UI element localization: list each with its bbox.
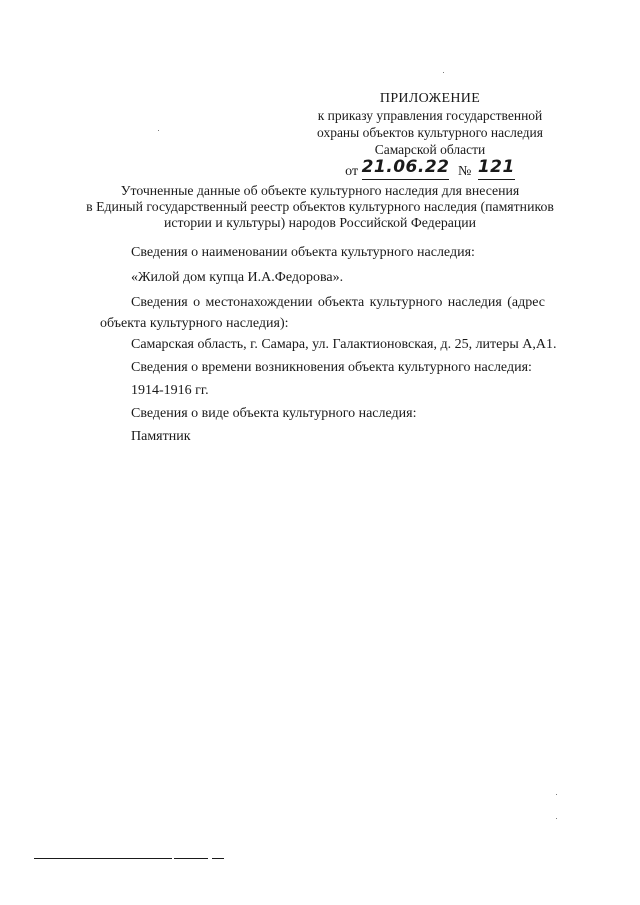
appendix-title: ПРИЛОЖЕНИЕ (379, 91, 481, 106)
order-prefix: от (345, 164, 359, 179)
appendix-line-1: к приказу управления государственной (317, 108, 543, 123)
heading-line-2: в Единый государственный реестр объектов культурного наследия (памятников (86, 199, 554, 214)
footer-rule-dash-2 (212, 858, 224, 859)
scan-speck (158, 130, 159, 131)
location-value: Самарская область, г. Самара, ул. Галактионовская, д. 25, литеры А,А1. (131, 337, 557, 352)
order-date-field (362, 159, 450, 180)
footer-rule-dash-1 (174, 858, 208, 859)
appendix-header (300, 90, 560, 181)
heading-line-1: Уточненные данные об объекте культурного наследия для внесения (120, 183, 520, 198)
order-date-handwritten: 21.06.22 (361, 157, 450, 177)
name-value: «Жилой дом купца И.А.Федорова». (131, 270, 344, 285)
footer-rule-line (34, 858, 172, 859)
scan-speck (556, 818, 557, 819)
location-label-line-1: Сведения о местонахождении объекта культурного наследия (адрес (131, 295, 545, 310)
heading-line-3: истории и культуры) народов Российской Федерации (164, 215, 476, 230)
location-label-line-2: объекта культурного наследия): (100, 316, 289, 331)
order-number-handwritten: 121 (477, 157, 515, 177)
type-label: Сведения о виде объекта культурного наследия: (131, 406, 417, 421)
time-label: Сведения о времени возникновения объекта культурного наследия: (131, 360, 532, 375)
scan-speck (556, 794, 557, 795)
appendix-line-2: охраны объектов культурного наследия (317, 125, 543, 140)
location-label (100, 295, 545, 332)
order-number-field (478, 159, 515, 180)
order-reference (345, 159, 515, 181)
order-number-sign: № (457, 164, 472, 179)
name-label: Сведения о наименовании объекта культурного наследия: (131, 245, 475, 260)
time-value: 1914-1916 гг. (131, 383, 209, 398)
type-value: Памятник (131, 429, 191, 444)
appendix-line-3: Самарской области (374, 142, 486, 157)
scan-speck (443, 72, 444, 73)
document-heading (80, 183, 560, 231)
